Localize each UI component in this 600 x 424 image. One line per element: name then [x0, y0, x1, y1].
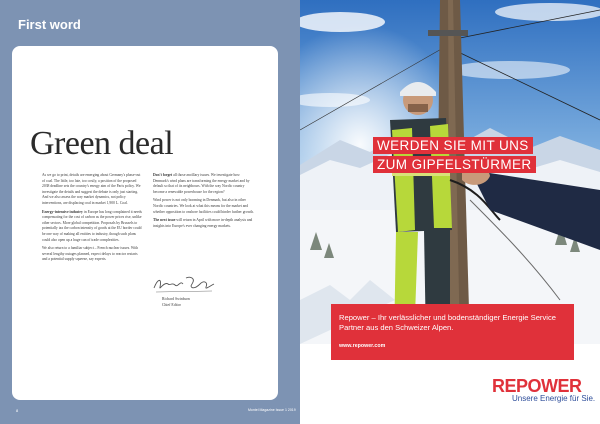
signature-image	[150, 272, 220, 296]
page-title: Green deal	[30, 125, 174, 162]
signature-name: Richard Swinburn	[162, 297, 190, 301]
paragraph: Energy-intensive industry in Europe has long complained it needs compensating for the cost of carbon as the power prices rise, unlike other sectors. More global competition. Proposals by Brussels to potentially tax the carbon intensity of goods at the EU border could be one way of making all entities to industry, though such plans could also open up a huge can of trade complexities.	[42, 209, 142, 242]
svg-text:REPOWER: REPOWER	[492, 376, 582, 395]
page-number: 8	[16, 408, 19, 413]
ad-tagline: Unsere Energie für Sie.	[512, 394, 596, 403]
editorial-column-left	[42, 173, 142, 266]
section-label: First word	[18, 17, 81, 32]
paragraph: Wind power is not only booming in Denmark, but also in other Nordic countries. We look at what this means for the market and whether opposition to onshore facilities could hinder further growth.	[153, 198, 255, 214]
ad-headline-line-1: WERDEN SIE MIT UNS	[373, 137, 533, 154]
ad-headline	[373, 137, 536, 175]
ad-url-link[interactable]: www.repower.com	[339, 343, 386, 349]
ad-body-text: Repower – Ihr verlässlicher und bodenständiger Energie Service Partner aus den Schweizer Alpen.	[339, 313, 556, 332]
paragraph: Don't forget all those ancillary issues. We investigate how Denmark's wind plans are transforming the energy market and by default so that of its neighbours. With the way Nordic country become a renewable powerhouse for the region?	[153, 173, 250, 194]
repower-logo	[492, 376, 587, 395]
signature-role: Chief Editor	[162, 302, 181, 307]
ad-headline-line-2: ZUM GIPFELSTÜRMER	[373, 156, 536, 173]
paragraph: We also return to a familiar subject – French nuclear issues. With several lengthy outages planned, expect delays to reactor restarts and a potential supply squeeze, say experts.	[42, 246, 139, 262]
paragraph: As we go to print, details are emerging about Germany's phase-out of coal. The little, too late, too costly, a position of the proposed 2038 deadline sets the country's energy aim of the Paris policy. We investigate the details and suggest the debate is only just starting. And we also assess the way market dynamics, not policy interventions, are displacing coal in market 1,900 L. Coal.	[42, 173, 141, 205]
editorial-column-right	[153, 173, 255, 232]
signature-caption	[162, 297, 190, 308]
ad-page	[300, 0, 600, 424]
page-footer: Montel Magazine Issue 1 2019	[248, 408, 296, 412]
paragraph: The next issue will return in April with more in-depth analysis and insights into Europe's ever changing energy markets.	[153, 218, 253, 228]
